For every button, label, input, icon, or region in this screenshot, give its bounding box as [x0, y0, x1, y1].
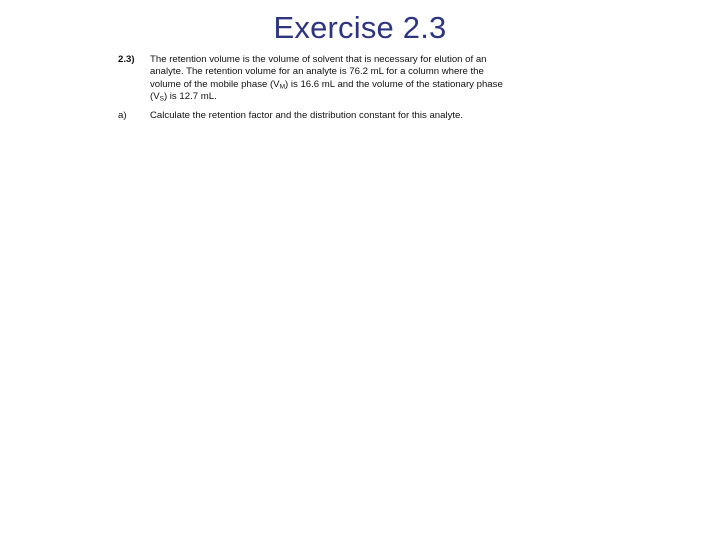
part-a-row [118, 110, 588, 122]
problem-line-2: analyte. The retention volume for an analyte is 76.2 mL for a column where the [150, 66, 484, 78]
problem-number: 2.3) [118, 54, 135, 65]
problem-row [118, 54, 588, 104]
exercise-problem [118, 54, 588, 122]
problem-line-4 [150, 91, 588, 103]
problem-line-3-start: volume of the mobile phase (V [150, 78, 280, 90]
problem-line-1: The retention volume is the volume of solvent that is necessary for elution of an [150, 54, 487, 65]
problem-line-4-start: (V [150, 91, 160, 103]
part-a-label: a) [118, 109, 127, 121]
problem-line-3-end: ) is 16.6 mL and the volume of the stationary phase [285, 78, 503, 90]
problem-text [150, 54, 588, 104]
mobile-phase-subscript: M [279, 83, 286, 91]
problem-line-4-end: ) is 12.7 mL. [163, 91, 217, 103]
slide-title: Exercise 2.3 [273, 10, 447, 45]
stationary-phase-subscript: S [159, 95, 164, 103]
part-a-text: Calculate the retention factor and the distribution constant for this analyte. [150, 109, 464, 121]
problem-line-3 [150, 79, 588, 91]
